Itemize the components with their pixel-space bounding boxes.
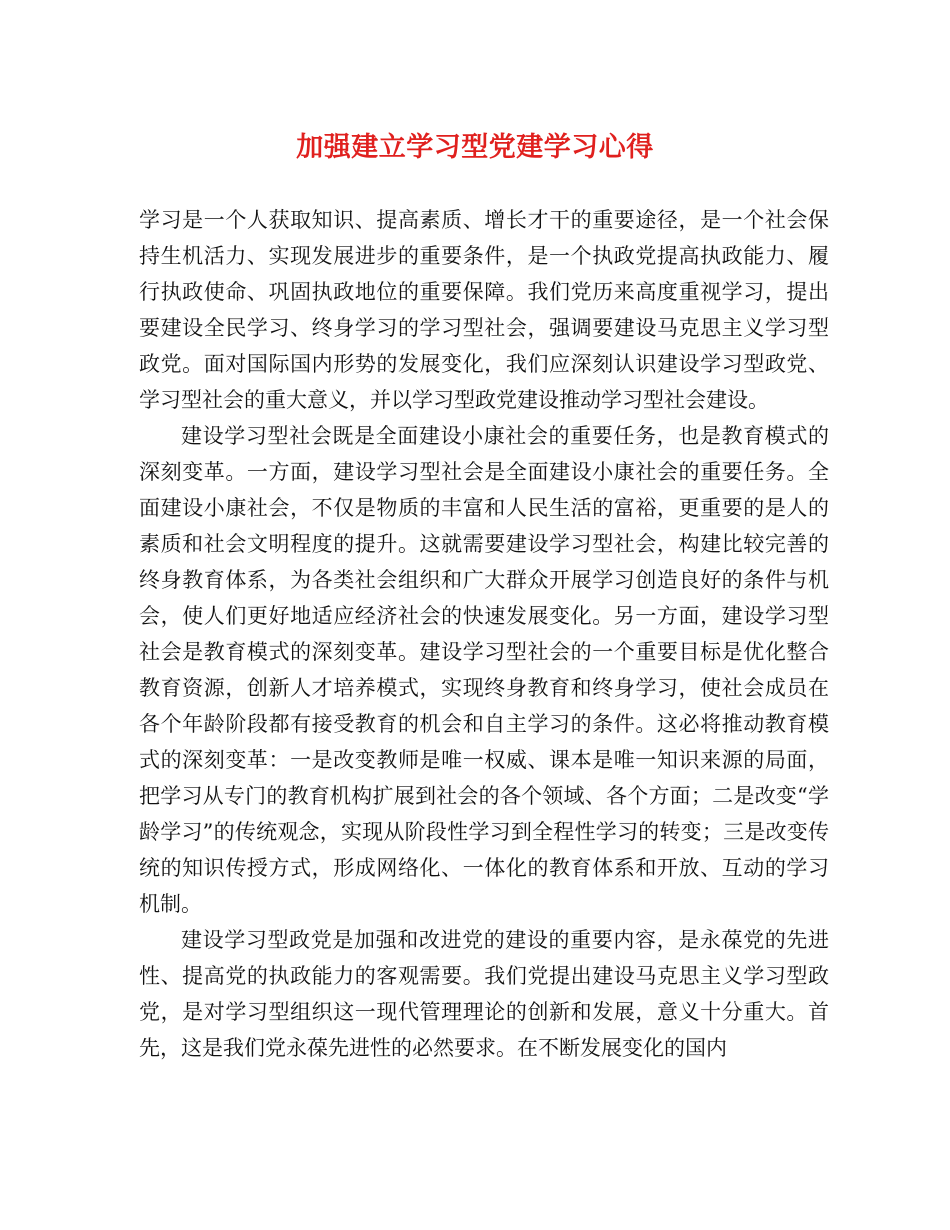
document-title: 加强建立学习型党建学习心得 [296,132,654,163]
paragraph-learning-party: 建设学习型政党是加强和改进党的建设的重要内容，是永葆党的先进性、提高党的执政能力的客观需要。我们党提出建设马克思主义学习型政党，是对学习型组织这一现代管理理论的创新和发展，意义十分重大。首先，这是我们党永葆先进性的必然要求。在不断发展变化的国内 [139,928,829,1060]
document-body [139,202,829,1066]
paragraph-learning-society: 建设学习型社会既是全面建设小康社会的重要任务，也是教育模式的深刻变革。一方面，建设学习型社会是全面建设小康社会的重要任务。全面建设小康社会，不仅是物质的丰富和人民生活的富裕，更重要的是人的素质和社会文明程度的提升。这就需要建设学习型社会，构建比较完善的终身教育体系，为各类社会组织和广大群众开展学习创造良好的条件与机会，使人们更好地适应经济社会的快速发展变化。另一方面，建设学习型社会是教育模式的深刻变革。建设学习型社会的一个重要目标是优化整合教育资源，创新人才培养模式，实现终身教育和终身学习，使社会成员在各个年龄阶段都有接受教育的机会和自主学习的条件。这必将推动教育模式的深刻变革：一是改变教师是唯一权威、课本是唯一知识来源的局面，把学习从专门的教育机构扩展到社会的各个领域、各个方面；二是改变“学龄学习”的传统观念，实现从阶段性学习到全程性学习的转变；三是改变传统的知识传授方式，形成网络化、一体化的教育体系和开放、互动的学习机制。 [139,424,829,916]
paragraph-intro: 学习是一个人获取知识、提高素质、增长才干的重要途径，是一个社会保持生机活力、实现发展进步的重要条件，是一个执政党提高执政能力、履行执政使命、巩固执政地位的重要保障。我们党历来高度重视学习，提出要建设全民学习、终身学习的学习型社会，强调要建设马克思主义学习型政党。面对国际国内形势的发展变化，我们应深刻认识建设学习型政党、学习型社会的重大意义，并以学习型政党建设推动学习型社会建设。 [139,208,829,412]
